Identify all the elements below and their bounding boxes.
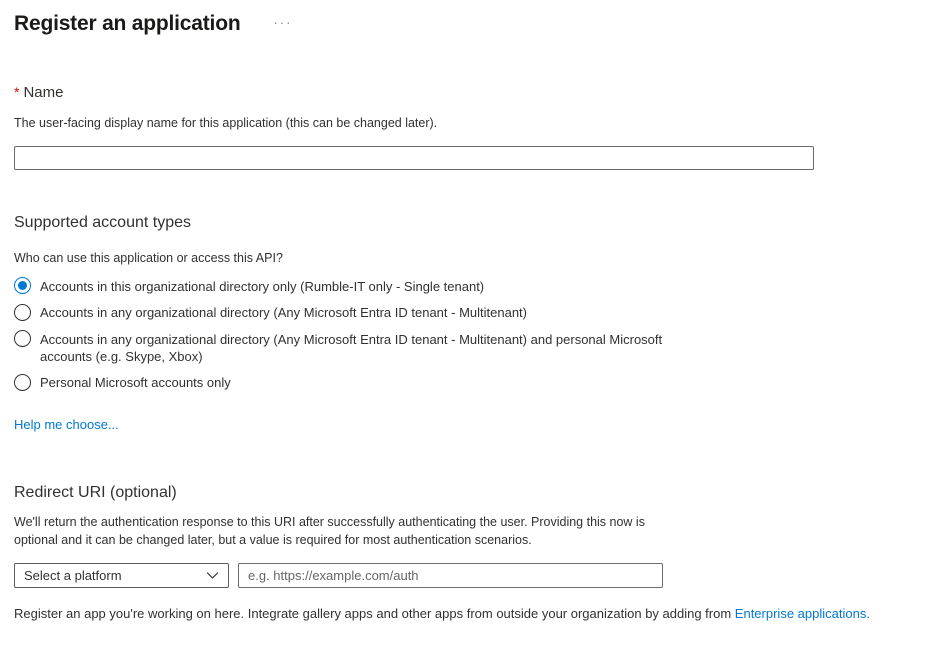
radio-option-label: Accounts in any organizational directory (Any Microsoft Entra ID tenant - Multitenant) and personal Microsoft accounts (e.g. Skype, Xbox) — [40, 331, 663, 364]
radio-selected-icon[interactable] — [14, 277, 31, 294]
chevron-down-icon — [206, 569, 219, 582]
required-asterisk: * — [14, 84, 20, 100]
name-label-text: Name — [23, 84, 64, 101]
footer-text: Register an app you're working on here. Integrate gallery apps and other apps from outside your organization by adding from — [14, 606, 735, 621]
redirect-uri-input[interactable] — [238, 563, 663, 588]
redirect-uri-section — [14, 483, 936, 588]
page-title: Register an application — [14, 12, 241, 35]
name-field-description: The user-facing display name for this application (this can be changed later). — [14, 116, 438, 130]
radio-option-multitenant-personal[interactable] — [14, 330, 936, 365]
supported-account-types-heading: Supported account types — [14, 214, 192, 231]
radio-unselected-icon[interactable] — [14, 374, 31, 391]
platform-select-dropdown[interactable] — [14, 563, 229, 588]
redirect-uri-description: We'll return the authentication response to this URI after successfully authenticating the user. Providing this now is optional and it can be changed later, but a value is required for most authentication scenarios. — [14, 515, 645, 547]
name-field-label — [14, 83, 936, 102]
page-header — [14, 12, 936, 36]
radio-option-label: Accounts in this organizational directory only (Rumble-IT only - Single tenant) — [40, 278, 485, 294]
radio-unselected-icon[interactable] — [14, 330, 31, 347]
help-me-choose-link[interactable]: Help me choose... — [14, 417, 119, 432]
name-input[interactable] — [14, 146, 814, 170]
redirect-uri-controls — [14, 563, 936, 588]
radio-option-label: Accounts in any organizational directory (Any Microsoft Entra ID tenant - Multitenant) — [40, 305, 527, 320]
supported-account-types-section — [14, 213, 936, 434]
enterprise-applications-link[interactable]: Enterprise applications. — [734, 606, 870, 621]
redirect-uri-heading: Redirect URI (optional) — [14, 484, 177, 501]
footer-note — [14, 605, 936, 622]
radio-option-personal-only[interactable] — [14, 374, 936, 392]
radio-option-single-tenant[interactable] — [14, 277, 936, 295]
radio-unselected-icon[interactable] — [14, 304, 31, 321]
radio-option-label: Personal Microsoft accounts only — [40, 375, 231, 390]
radio-option-multitenant[interactable] — [14, 304, 936, 322]
account-type-radio-group — [14, 277, 936, 391]
account-types-question: Who can use this application or access this API? — [14, 251, 283, 265]
platform-dropdown-value: Select a platform — [24, 568, 122, 583]
more-options-icon[interactable]: ··· — [273, 15, 293, 30]
